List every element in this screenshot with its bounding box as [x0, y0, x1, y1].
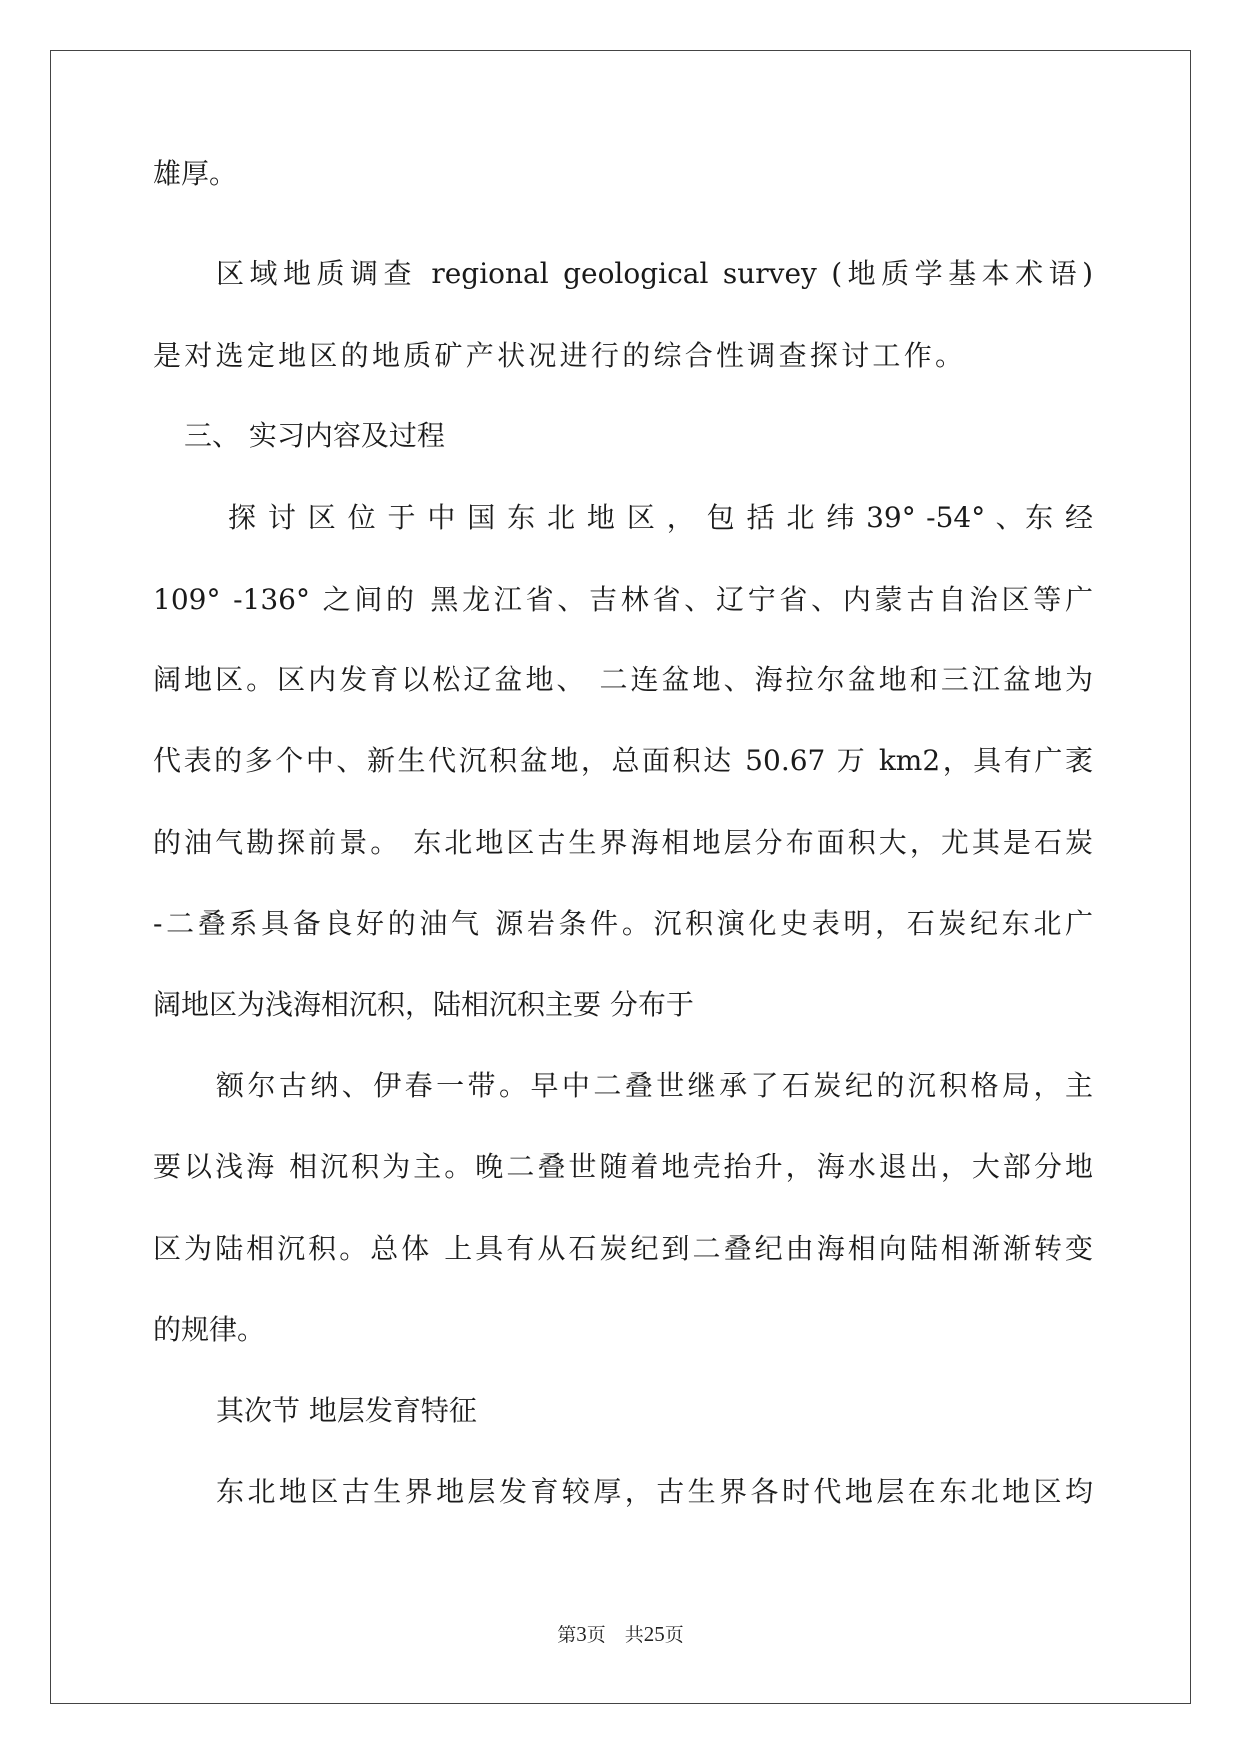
text-line-9: 的油气勘探前景。 东北地区古生界海相地层分布面积大，尤其是石炭	[153, 826, 1093, 859]
text-line-2: 区域地质调查 regional geological survey (地质学基本术语)	[216, 257, 1093, 290]
total-page-number: 25	[643, 1622, 665, 1646]
text-line-5: 探 讨 区 位 于 中 国 东 北 地 区 ， 包 括 北 纬 39° -54° 、东 经	[228, 501, 1093, 534]
text-line-1: 雄厚。	[153, 157, 238, 190]
text-line-8: 代表的多个中、新生代沉积盆地，总面积达 50.67 万 km2，具有广袤	[153, 744, 1093, 777]
current-page-number: 3	[576, 1622, 587, 1646]
section-heading-3: 三、 实习内容及过程	[184, 419, 445, 452]
text-line-10: -二叠系具备良好的油气 源岩条件。沉积演化史表明，石炭纪东北广	[153, 907, 1093, 940]
text-line-15: 的规律。	[153, 1313, 266, 1346]
text-line-13: 要以浅海 相沉积为主。晚二叠世随着地壳抬升，海水退出，大部分地	[153, 1150, 1093, 1183]
text-line-11: 阔地区为浅海相沉积，陆相沉积主要 分布于	[153, 988, 694, 1021]
page-border	[50, 50, 1191, 1704]
page-footer	[0, 1622, 1241, 1647]
text-line-17: 东北地区古生界地层发育较厚，古生界各时代地层在东北地区均	[216, 1475, 1093, 1508]
text-line-6: 109° -136° 之间的 黑龙江省、吉林省、辽宁省、内蒙古自治区等广	[153, 583, 1093, 616]
footer-middle: 页 共	[586, 1624, 644, 1646]
text-line-14: 区为陆相沉积。总体 上具有从石炭纪到二叠纪由海相向陆相渐渐转变	[153, 1232, 1093, 1265]
footer-prefix: 第	[557, 1624, 577, 1646]
text-line-7: 阔地区。区内发育以松辽盆地、 二连盆地、海拉尔盆地和三江盆地为	[153, 663, 1093, 696]
section-heading-2: 其次节 地层发育特征	[216, 1394, 477, 1427]
text-line-3: 是对选定地区的地质矿产状况进行的综合性调查探讨工作。	[153, 339, 963, 372]
footer-suffix: 页	[664, 1624, 684, 1646]
text-line-12: 额尔古纳、伊春一带。早中二叠世继承了石炭纪的沉积格局，主	[216, 1069, 1093, 1102]
